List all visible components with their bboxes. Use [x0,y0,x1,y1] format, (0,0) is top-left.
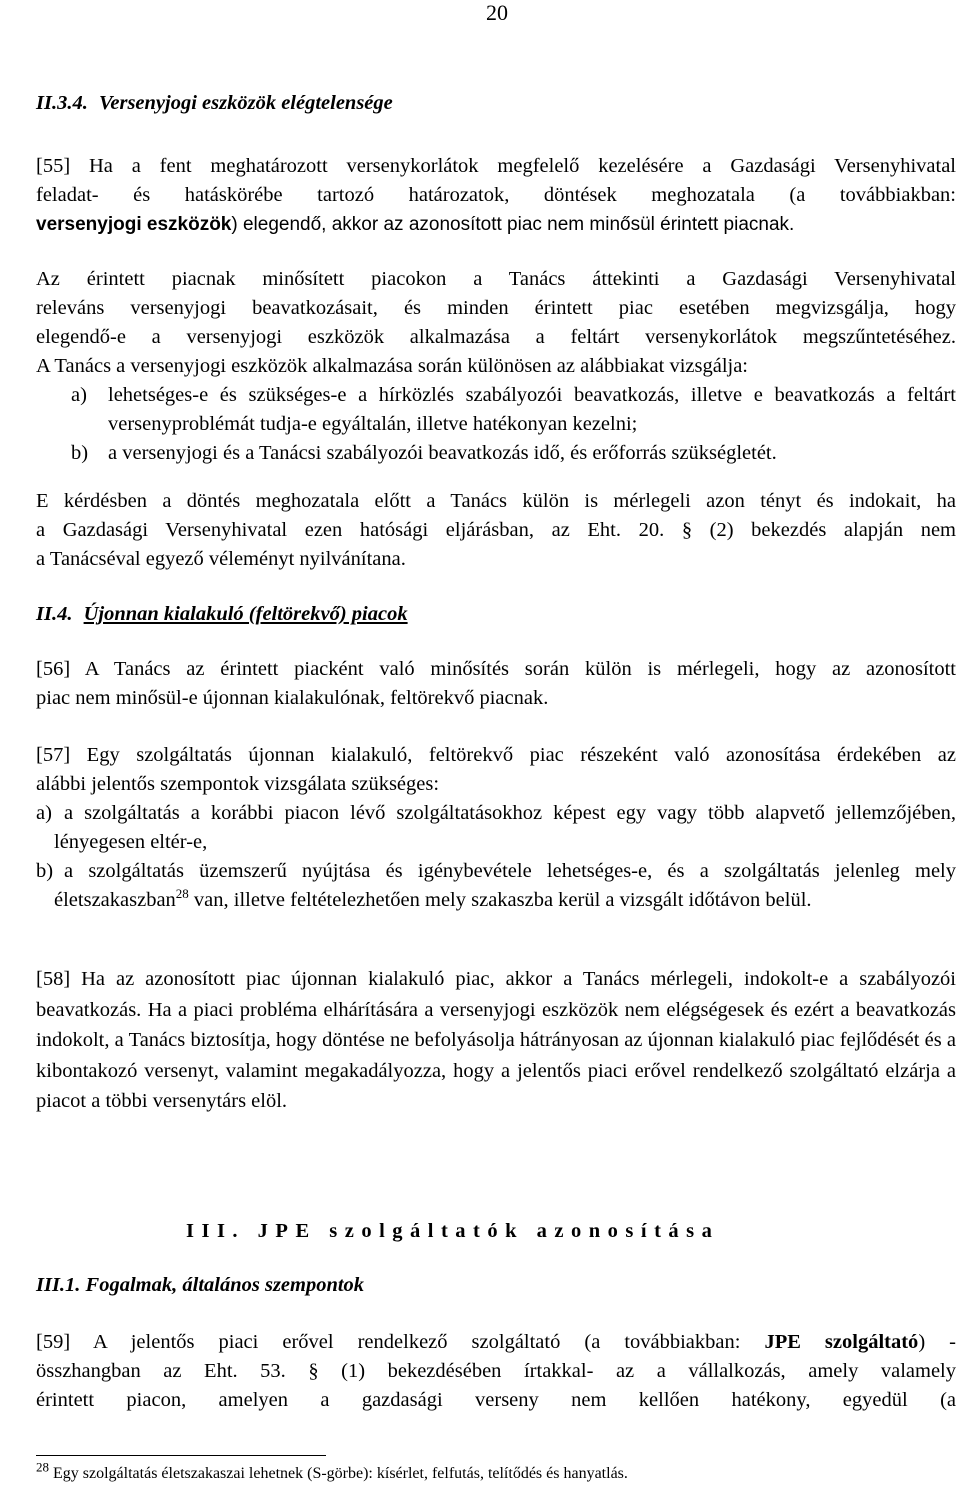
list-label: a) [71,384,87,406]
e-kerdesben-line-1: E kérdésben a döntés meghozatala előtt a Tanács külön is mérlegeli azon tényt és indokait, ha [36,490,956,512]
e-kerdesben-line-2: a Gazdasági Versenyhivatal ezen hatósági eljárásban, az Eht. 20. § (2) bekezdés alapján nem [36,519,956,541]
paragraph-e-kerdesben [36,487,956,574]
paragraph-59-line-1a: [59] A jelentős piaci erővel rendelkező szolgáltató (a továbbiakban: [36,1331,765,1353]
page-number: 20 [486,0,508,25]
tanacs-line-3: elegendő-e a versenyjogi eszközök alkalmazása a feltárt versenykorlátok megszűntetéséhez. [36,326,956,348]
paragraph-57-line-1: [57] Egy szolgáltatás újonnan kialakuló, feltörekvő piac részeként való azonosítása érdekében az [36,744,956,766]
footnote-number: 28 [36,1459,49,1475]
paragraph-57 [36,741,956,915]
tanacs-line-2: releváns versenyjogi beavatkozásait, és minden érintett piac esetében megvizsgálja, hogy [36,297,956,319]
paragraph-55-line-1: [55] Ha a fent meghatározott versenykorlátok megfelelő kezelésére a Gazdasági Versenyhivatal [36,155,956,177]
paragraph-59-line-1c: ) - [918,1331,956,1353]
section-number: II.4. [36,603,73,625]
section-heading-3: III. JPE szolgáltatók azonosítása [186,1220,720,1242]
paragraph-55-line-2: feladat- és hatáskörébe tartozó határozatok, döntések meghozatala (a továbbiakban: [36,184,956,206]
list-label: b) [36,860,54,882]
defined-term: versenyjogi eszközök [36,214,232,235]
tanacs-line-1: Az érintett piacnak minősített piacokon a Tanács áttekinti a Gazdasági Versenyhivatal [36,268,956,290]
list-item [36,857,956,915]
paragraph-58: [58] Ha az azonosított piac újonnan kialakuló piac, akkor a Tanács mérlegeli, indokolt-e a szabályozói beavatkozás. Ha a piaci probléma elhárítására a versenyjogi eszközök nem elégségesek és ezért a beavatkozás indokolt, a Tanács biztosítja, hogy döntése ne befolyásolja hátrányosan az újonnan kialakuló piac fejlődését és a kibontakozó versenyt, valamint megakadályozza, hogy a jelentős piaci erővel rendelkező szolgáltató elzárja a piacot a többi versenytárs elöl. [36,968,956,1112]
paragraph-59-line-2: összhangban az Eht. 53. § (1) bekezdésében írtakkal- az a vállalkozás, amely valamely [36,1360,956,1382]
footnote-separator [36,1455,326,1456]
section-heading-2-3-4 [36,92,393,115]
list-label: b) [71,442,89,464]
paragraph-59 [36,1328,956,1415]
defined-term: JPE szolgáltató [764,1331,919,1353]
e-kerdesben-line-3: a Tanácséval egyező véleményt nyilvánítana. [36,548,406,570]
paragraph-57-line-2: alábbi jelentős szempontok vizsgálata szükséges: [36,773,440,795]
section-number: II.3.4. [36,92,88,114]
footnote [36,1459,628,1483]
list-item [36,381,956,439]
list-item [36,439,956,468]
section-heading-3-1: III.1. Fogalmak, általános szempontok [36,1274,365,1296]
list-text-b-1: a szolgáltatás üzemszerű nyújtása és igénybevétele lehetséges-e, és a szolgáltatás jelenleg mely életszakaszban [54,860,956,911]
paragraph-56 [36,655,956,713]
paragraph-59-line-1 [36,1328,956,1357]
section-title: Versenyjogi eszközök elégtelensége [98,92,393,114]
paragraph-tanacs [36,265,956,468]
paragraph-55-line-3 [36,210,956,239]
list-text-a: a szolgáltatás a korábbi piacon lévő szolgáltatásokhoz képest egy vagy több alapvető jellemzőjében, lényegesen eltér-e, [54,802,956,853]
list-text: lehetséges-e és szükséges-e a hírközlés szabályozói beavatkozás, illetve e beavatkozás a feltárt versenyproblémát tudja-e egyáltalán, illetve hatékonyan kezelni; [108,384,956,435]
section-title: Újonnan kialakuló (feltörekvő) piacok [83,603,408,625]
list-text-b-2: van, illetve feltételezhetően mely szakaszba kerül a vizsgált időtávon belül. [188,889,812,911]
list-text [36,857,956,915]
section-heading-2-4 [36,603,408,626]
paragraph-59-line-3: érintett piacon, amelyen a gazdasági verseny nem kellően hatékony, egyedül (a [36,1389,956,1411]
list-text [36,799,956,857]
footnote-text: Egy szolgáltatás életszakaszai lehetnek (S-görbe): kísérlet, felfutás, telítődés és hanyatlás. [49,1465,628,1482]
list-label: a) [36,802,52,824]
paragraph-55-rest: ) elegendő, akkor az azonosított piac nem minősül érintett piacnak. [231,214,795,235]
list-text: a versenyjogi és a Tanácsi szabályozói beavatkozás idő, és erőforrás szükségletét. [108,442,777,464]
paragraph-56-line-2: piac nem minősül-e újonnan kialakulónak, feltörekvő piacnak. [36,687,549,709]
list-item [36,799,956,857]
paragraph-55 [36,152,956,239]
tanacs-intro: A Tanács a versenyjogi eszközök alkalmazása során különösen az alábbiakat vizsgálja: [36,355,749,377]
paragraph-56-line-1: [56] A Tanács az érintett piacként való minősítés során külön is mérlegeli, hogy az azonosított [36,658,956,680]
footnote-ref: 28 [175,886,189,902]
